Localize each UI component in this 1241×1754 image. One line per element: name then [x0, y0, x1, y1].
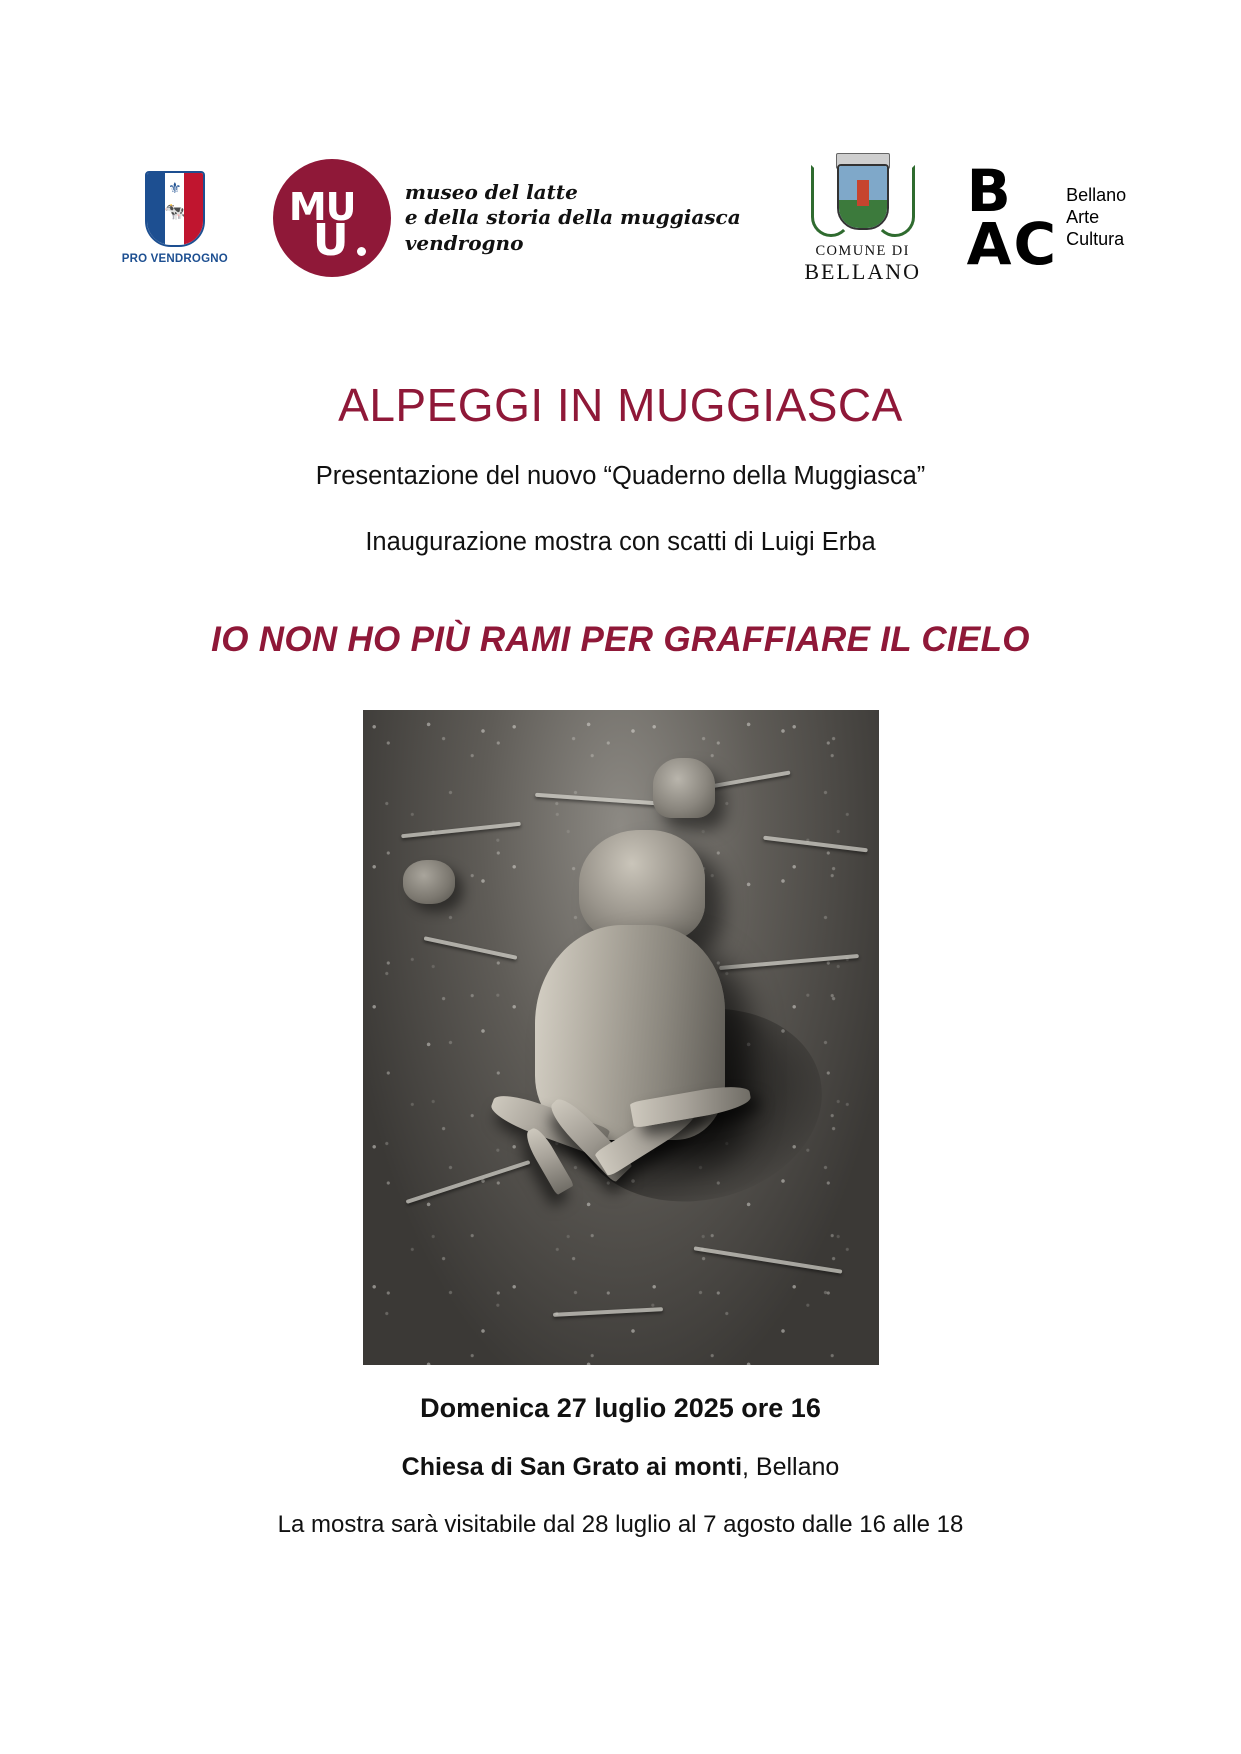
muu-text-line3: vendrogno [404, 230, 524, 255]
event-date: Domenica 27 luglio 2025 ore 16 [420, 1393, 821, 1423]
comune-emblem-icon [807, 153, 919, 241]
bac-letter-b: B [966, 156, 1013, 225]
logo-muu-museo [273, 159, 741, 277]
muu-wordmark [405, 180, 741, 257]
event-city: , Bellano [742, 1453, 840, 1481]
bac-letters-icon [966, 156, 1059, 278]
photo-stump-background [653, 758, 715, 818]
cow-icon: 🐄 [164, 202, 186, 221]
logo-bellano-arte-cultura [966, 156, 1127, 278]
shield-icon [837, 164, 889, 230]
bac-word-cultura: Cultura [1066, 228, 1125, 249]
bac-word-bellano: Bellano [1066, 185, 1127, 206]
exhibition-hours: La mostra sarà visitabile dal 28 luglio al 7 agosto dalle 16 alle 18 [277, 1511, 964, 1538]
comune-line1: COMUNE DI [815, 242, 910, 259]
exhibition-photo [363, 710, 879, 1365]
subtitle-presentation: Presentazione del nuovo “Quaderno della Muggiasca” [315, 462, 926, 490]
event-venue: Chiesa di San Grato ai monti [401, 1453, 743, 1481]
muu-text-line2: e della storia della muggiasca [404, 205, 741, 230]
pro-vendrogno-label: PRO VENDROGNO [121, 253, 228, 265]
comune-line2: BELLANO [804, 258, 921, 284]
crest-band-right [184, 173, 202, 245]
exhibition-title: IO NON HO PIÙ RAMI PER GRAFFIARE IL CIELO [211, 620, 1030, 659]
fleur-de-lis-icon: ⚜ [168, 180, 182, 197]
muu-circle-icon [273, 159, 391, 277]
muu-dot-icon [357, 247, 366, 256]
bac-words [1066, 185, 1126, 251]
photo-stump-small [403, 860, 455, 904]
logo-comune-bellano [793, 153, 933, 283]
shield-tower [857, 180, 869, 206]
bac-letters-ac: AC [966, 210, 1059, 278]
muu-text-line1: museo del latte [404, 179, 578, 204]
event-location [0, 1453, 1241, 1482]
logo-pro-vendrogno [115, 171, 235, 265]
pro-vendrogno-crest-icon [145, 171, 205, 247]
muu-mark-u: U [312, 215, 349, 266]
page-title: ALPEGGI IN MUGGIASCA [338, 379, 903, 431]
crest-band-left [147, 173, 165, 245]
bac-word-arte: Arte [1066, 207, 1100, 228]
muu-mark-mu: MU [288, 185, 356, 229]
logo-bar [0, 148, 1241, 288]
subtitle-inauguration: Inaugurazione mostra con scatti di Luigi Erba [365, 528, 876, 556]
